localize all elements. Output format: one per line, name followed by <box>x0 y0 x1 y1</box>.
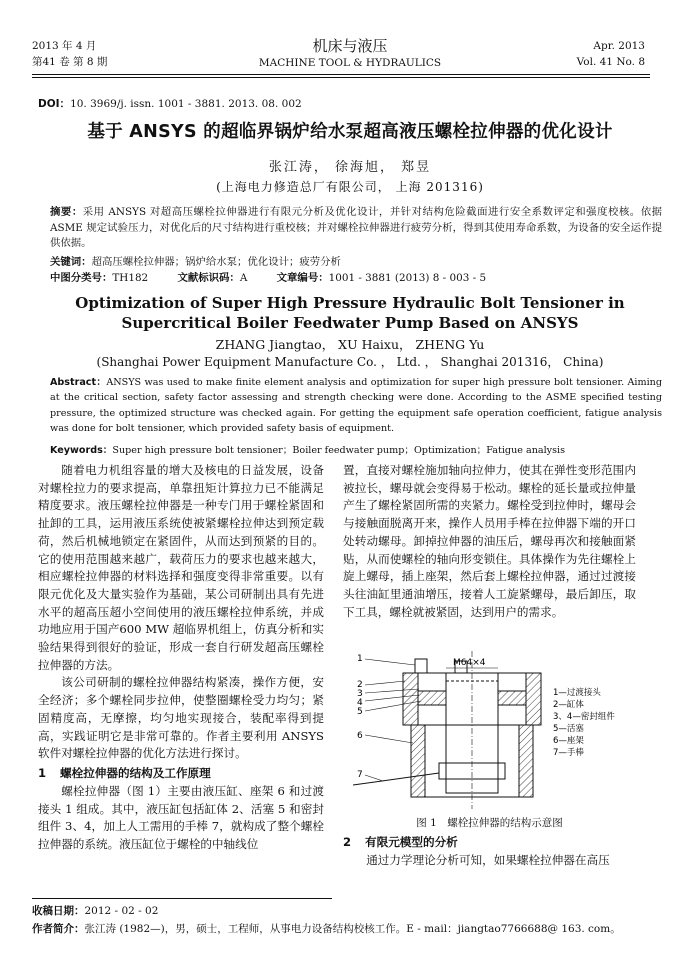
legend-item-6: 7—手棒 <box>553 748 584 758</box>
callout-5: 5 <box>357 707 363 717</box>
callout-3: 3 <box>357 689 363 699</box>
section-2-number: 2 <box>343 835 352 849</box>
header-month-en: Apr. 2013 <box>593 40 645 52</box>
callout-4: 4 <box>357 698 363 708</box>
abstract-en <box>50 375 662 436</box>
header-date: 2013 年 4 月 <box>32 40 97 52</box>
callout-7: 7 <box>357 770 363 780</box>
header-volume <box>577 38 645 70</box>
body-paragraph-2: 该公司研制的螺栓拉伸器结构紧凑，操作方便，安全经济；多个螺栓同步拉伸，使整圈螺栓受力均匀；紧固精度高，无摩擦，均匀地实现接合，装配率得到提高，实践证明它是非常可靠的。作者主要利用 ANSYS 软件对螺栓拉伸器的优化方法进行探讨。 <box>38 675 324 761</box>
body-paragraph-4: 置，直接对螺栓施加轴向拉伸力，使其在弹性变形范围内被拉长，螺母就会变得易于松动。螺栓的延长量或拉伸量产生了螺栓紧固所需的夹紧力。螺栓受到拉伸时，螺母会与接触面脱离开来，操作人员用手棒在拉伸器下端的开口处转动螺母。卸掉拉伸器的油压后，螺母再次和接触面紧贴，从而使螺栓的轴向形变锁住。具体操作为先往螺栓上旋上螺母，插上座架，然后套上螺栓拉伸器，通过过渡接头往油缸里通油增压，接着人工旋紧螺母，最后卸压，取下工具，螺栓就被紧固，达到用户的需求。 <box>343 463 636 619</box>
class-number <box>50 272 148 284</box>
article-number-value: 1001 - 3881 (2013) 8 - 003 - 5 <box>328 272 487 284</box>
abstract-cn-text: 采用 ANSYS 对超高压螺栓拉伸器进行有限元分析及优化设计，并针对结构危险截面进行安全系数评定和强度校核。依据 ASME 规定试验压力，对优化后的尺寸结构进行重校核；并对螺栓拉伸器进行疲劳分析，得到其使用寿命系数，为设备的安全运作提供依据。 <box>50 206 663 249</box>
journal-name-cn: 机床与液压 <box>312 37 388 55</box>
figure-1-diagram <box>343 651 633 811</box>
section-2-heading <box>343 832 636 852</box>
class-number-label: 中图分类号： <box>50 272 113 284</box>
figure-1-caption: 图 1 螺栓拉伸器的结构示意图 <box>416 817 563 829</box>
keywords-cn <box>50 253 341 268</box>
header-volume-cn: 第41 卷 第 8 期 <box>32 56 108 68</box>
keywords-cn-label: 关键词： <box>50 256 92 268</box>
header-rule-thin <box>32 77 650 78</box>
callout-1: 1 <box>357 654 363 664</box>
body-right-column <box>343 462 636 621</box>
section-2-title: 有限元模型的分析 <box>365 835 458 849</box>
header-rule-thick <box>32 74 650 75</box>
doi-line <box>38 96 302 111</box>
keywords-cn-text: 超高压螺栓拉伸器；锅炉给水泵；优化设计；疲劳分析 <box>91 256 341 268</box>
affiliation-cn: (上海电力修造总厂有限公司， 上海 201316) <box>216 180 484 194</box>
body-right-column-lower <box>343 832 636 870</box>
abstract-en-text: ANSYS was used to make finite element analysis and optimization for super high pressure bolt tensioner. Aiming at the critical section, safety factor assessing and strength checking were done. According to the ASME specified testing pressure, the optimized structure was checked again. For getting the equipment safe operation coefficient, fatigue analysis was done for bolt tensioner, which provided safety basis of equipment. <box>50 377 662 434</box>
received-value: 2012 - 02 - 02 <box>84 905 159 917</box>
keywords-en <box>50 442 565 456</box>
section-1-title: 螺栓拉伸器的结构及工作原理 <box>60 765 211 780</box>
abstract-en-label: Abstract： <box>50 377 107 388</box>
authors-cn: 张江涛， 徐海旭， 郑昱 <box>268 160 432 175</box>
callout-6: 6 <box>357 731 363 741</box>
doi-value[interactable]: 10. 3969/j. issn. 1001 - 3881. 2013. 08. 002 <box>70 98 302 110</box>
paper-title-cn: 基于 ANSYS 的超临界锅炉给水泵超高液压螺栓拉伸器的优化设计 <box>87 122 613 142</box>
doi-label: DOI： <box>38 98 71 110</box>
doc-code <box>177 272 247 284</box>
paper-title-en: Optimization of Super High Pressure Hydraulic Bolt Tensioner in Supercritical Boiler Feedwater Pump Based on ANSYS <box>75 294 625 332</box>
body-paragraph-1: 随着电力机组容量的增大及核电的日益发展，设备对螺栓拉力的要求提高，单靠扭矩计算拉力已不能满足精度要求。液压螺栓拉伸器是一种专门用于螺栓紧固和扯卸的工具，运用液压系统使被紧螺栓拉伸达到预定载荷，然后机械地锁定在紧固件，从而达到预紧的目的。它的使用范围越来越广，载荷压力的要求也越来越大，相应螺栓拉伸器的材料选择和强度变得非常重要。以有限元优化及大量实验作为基础，某公司研制出具有先进水平的超高压超小空间使用的液压螺栓拉伸系统，并成功地应用于国产600 MW 超临界机组上，仿真分析和实验结果得到很好的验证，形成一套自行研发超高压螺栓拉伸器的方法。 <box>38 463 324 672</box>
legend-item-1: 1—过渡接头 <box>553 688 601 698</box>
article-number <box>277 272 486 284</box>
classification-line <box>50 269 512 284</box>
abstract-cn-label: 摘要： <box>50 206 83 218</box>
keywords-en-label: Keywords： <box>50 445 113 456</box>
legend-item-4: 5—活塞 <box>553 724 584 734</box>
received-label: 收稿日期： <box>32 905 85 917</box>
legend-item-3: 3、4—密封组件 <box>553 712 615 722</box>
keywords-en-text: Super high pressure bolt tensioner；Boiler feedwater pump；Optimization；Fatigue analysis <box>112 445 565 456</box>
doc-code-label: 文献标识码： <box>177 272 240 284</box>
doc-code-value: A <box>239 272 248 284</box>
affiliation-en: (Shanghai Power Equipment Manufacture Co. ， Ltd. ， Shanghai 201316， China) <box>96 355 604 369</box>
author-bio-text: 张江涛 (1982—)，男，硕士，工程师，从事电力设备结构校核工作。E - mail：jiangtao7766688@ 163. com。 <box>84 923 621 935</box>
body-paragraph-5: 通过力学理论分析可知，如果螺栓拉伸器在高压 <box>366 853 610 867</box>
callout-2: 2 <box>357 680 363 690</box>
legend-item-2: 2—缸体 <box>553 700 584 710</box>
journal-name-en: MACHINE TOOL & HYDRAULICS <box>258 57 442 69</box>
authors-en: ZHANG Jiangtao， XU Haixu， ZHENG Yu <box>215 337 485 352</box>
section-1-number: 1 <box>38 765 47 780</box>
abstract-cn <box>50 205 662 252</box>
thread-spec-label: M64×4 <box>453 658 486 668</box>
header-volume-en: Vol. 41 No. 8 <box>576 56 645 68</box>
handle-bar <box>353 773 439 785</box>
body-left-column <box>38 462 324 854</box>
body-paragraph-3: 螺栓拉伸器（图 1）主要由液压缸、座架 6 和过渡接头 1 组成。其中，液压缸包括缸体 2、活塞 5 和密封组件 3、4，加上人工需用的手棒 7，就构成了整个螺栓拉伸器的系统。液压缸位于螺栓的中轴线位 <box>38 783 324 852</box>
author-bio-label: 作者简介： <box>32 923 85 935</box>
received-date <box>32 903 158 918</box>
article-number-label: 文章编号： <box>276 272 329 284</box>
adapter-fitting <box>415 659 427 673</box>
footnote-rule <box>32 898 332 899</box>
author-bio <box>32 921 621 936</box>
section-1-heading <box>38 763 324 783</box>
legend-item-5: 6—座架 <box>553 736 584 746</box>
class-number-value: TH182 <box>112 272 149 284</box>
